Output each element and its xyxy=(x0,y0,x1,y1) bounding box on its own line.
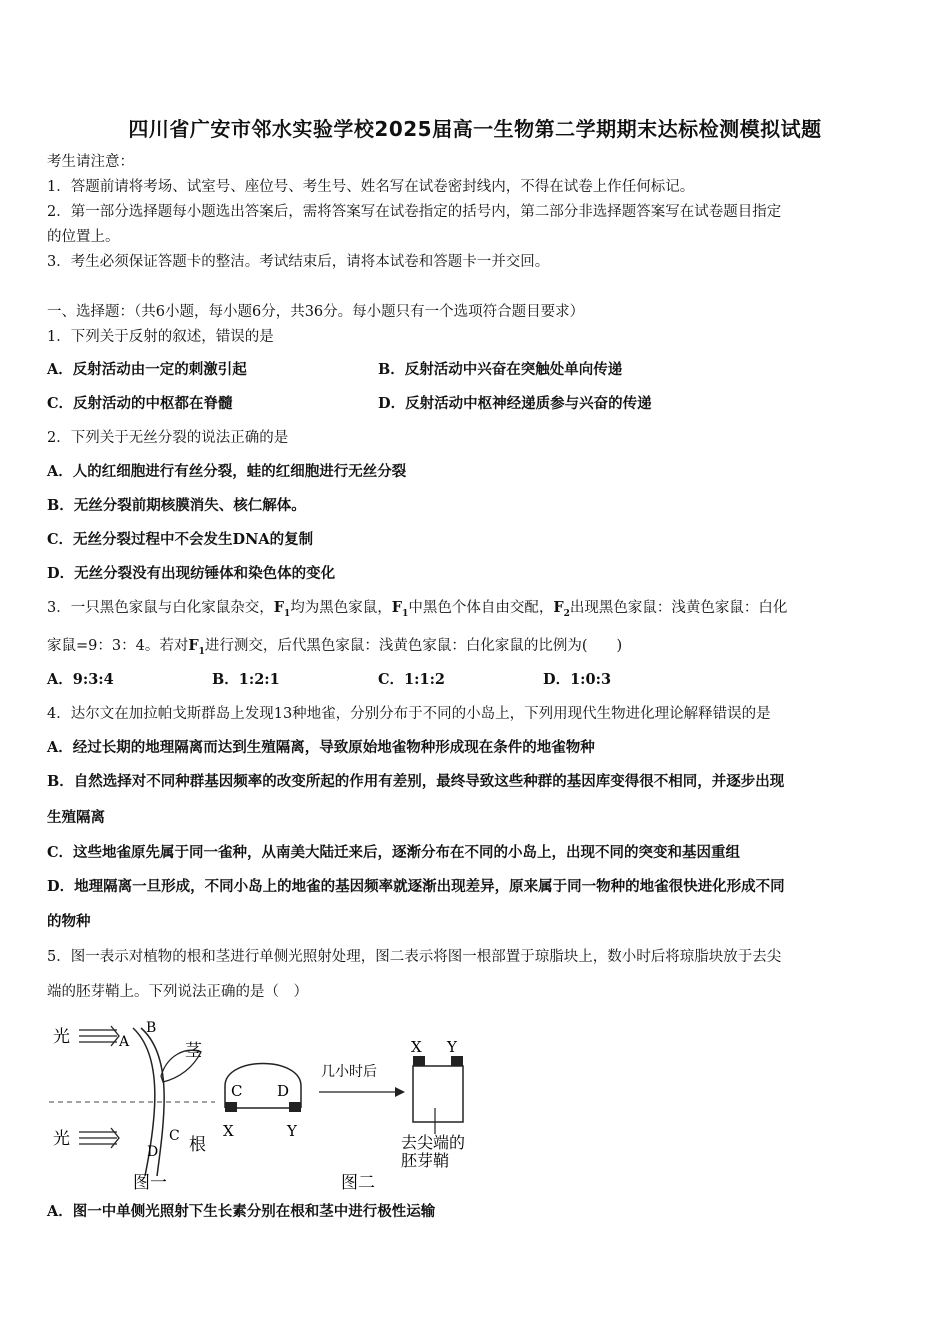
q3-option-d: D．1:0:3 xyxy=(543,671,612,688)
q2-option-b: B．无丝分裂前期核膜消失、核仁解体。 xyxy=(47,497,306,514)
svg-text:D: D xyxy=(147,1144,159,1160)
fig-coleoptile xyxy=(413,1066,463,1122)
fig-agar-x xyxy=(225,1102,237,1112)
q3-option-c: C．1:1:2 xyxy=(378,671,446,688)
fig-arrow-label: 几小时后 xyxy=(321,1064,377,1080)
notice-item-2: 2．第一部分选择题每小题选出答案后，需将答案写在试卷指定的括号内，第二部分非选择题答案写在试卷题目指定 xyxy=(47,204,782,220)
notice-item-1: 1．答题前请将考场、试室号、座位号、考生号、姓名写在试卷密封线内，不得在试卷上作任何标记。 xyxy=(47,179,695,195)
q3-stem-line2: 家鼠=9：3：4。若对$F_1$进行测交，后代黑色家鼠：浅黄色家鼠：白化家鼠的比例为( ) xyxy=(47,637,623,657)
section-heading: 一、选择题：（共6小题，每小题6分，共36分。每小题只有一个选项符合题目要求） xyxy=(47,304,585,320)
q1-option-b: B．反射活动中兴奋在突触处单向传递 xyxy=(378,361,623,378)
fig-light-top-arrows xyxy=(79,1026,119,1046)
svg-text:C: C xyxy=(231,1082,243,1100)
q5-option-a: A．图一中单侧光照射下生长素分别在根和茎中进行极性运输 xyxy=(47,1203,436,1220)
page-title: 四川省广安市邻水实验学校2025届高一生物第二学期期末达标检测模拟试题 xyxy=(128,117,822,141)
svg-text:Y: Y xyxy=(447,1038,457,1056)
q3-option-b: B．1:2:1 xyxy=(212,671,280,688)
q1-option-c: C．反射活动的中枢都在脊髓 xyxy=(47,395,233,412)
q2-stem: 2．下列关于无丝分裂的说法正确的是 xyxy=(47,430,289,446)
q1-stem: 1．下列关于反射的叙述，错误的是 xyxy=(47,329,274,345)
fig-agar-y xyxy=(289,1102,301,1112)
q5-stem-line2: 端的胚芽鞘上。下列说法正确的是（ ） xyxy=(47,984,308,1000)
svg-text:A: A xyxy=(119,1034,130,1050)
q2-option-d: D．无丝分裂没有出现纺锤体和染色体的变化 xyxy=(47,565,336,582)
notice-heading: 考生请注意： xyxy=(47,154,134,170)
q4-option-a: A．经过长期的地理隔离而达到生殖隔离，导致原始地雀物种形成现在条件的地雀物种 xyxy=(47,739,595,756)
fig1-caption: 图一 xyxy=(133,1173,167,1193)
q5-figure xyxy=(45,1016,525,1196)
fig2-caption: 图二 xyxy=(341,1173,375,1193)
fig-root-label: 根 xyxy=(189,1135,206,1155)
fig-light-bottom-arrows xyxy=(79,1128,119,1148)
q3-stem-line1: 3．一只黑色家鼠与白化家鼠杂交，$F_1$均为黑色家鼠，$F_1$中黑色个体自由交配，$F_2$出现黑色家鼠：浅黄色家鼠：白化 xyxy=(47,599,788,619)
q4-option-d-cont: 的物种 xyxy=(47,913,91,930)
q2-option-a: A．人的红细胞进行有丝分裂，蛙的红细胞进行无丝分裂 xyxy=(47,463,407,480)
fig-light-top-label: 光 xyxy=(53,1027,70,1047)
q4-option-b-cont: 生殖隔离 xyxy=(47,809,105,826)
fig-agar-x2 xyxy=(413,1056,425,1066)
q4-option-c: C．这些地雀原先属于同一雀种，从南美大陆迁来后，逐渐分布在不同的小岛上，出现不同的突变和基因重组 xyxy=(47,844,741,861)
q4-option-d: D．地理隔离一旦形成，不同小岛上的地雀的基因频率就逐渐出现差异，原来属于同一物种的地雀很快进化形成不同 xyxy=(47,878,785,895)
svg-text:C: C xyxy=(169,1128,180,1144)
fig-coleoptile-label-2: 胚芽鞘 xyxy=(401,1151,450,1170)
q1-option-a: A．反射活动由一定的刺激引起 xyxy=(47,361,247,378)
fig-light-bottom-label: 光 xyxy=(53,1129,70,1149)
svg-text:Y: Y xyxy=(287,1122,297,1140)
svg-text:X: X xyxy=(411,1038,422,1056)
q3-option-a: A．9:3:4 xyxy=(47,671,114,688)
fig-agar-y2 xyxy=(451,1056,463,1066)
notice-item-2-cont: 的位置上。 xyxy=(47,229,120,245)
q4-stem: 4．达尔文在加拉帕戈斯群岛上发现13种地雀，分别分布于不同的小岛上，下列用现代生物进化理论解释错误的是 xyxy=(47,706,771,722)
q1-option-d: D．反射活动中枢神经递质参与兴奋的传递 xyxy=(378,395,652,412)
svg-text:X: X xyxy=(223,1122,234,1140)
fig-stem-label: 茎 xyxy=(185,1041,202,1061)
notice-item-3: 3．考生必须保证答题卡的整洁。考试结束后，请将本试卷和答题卡一并交回。 xyxy=(47,254,550,270)
q4-option-b: B．自然选择对不同种群基因频率的改变所起的作用有差别，最终导致这些种群的基因库变得很不相同，并逐步出现 xyxy=(47,773,785,790)
q2-option-c: C．无丝分裂过程中不会发生DNA的复制 xyxy=(47,531,314,548)
svg-text:B: B xyxy=(146,1020,157,1036)
fig-coleoptile-label-1: 去尖端的 xyxy=(401,1133,466,1152)
svg-text:D: D xyxy=(277,1082,290,1100)
q5-stem-line1: 5．图一表示对植物的根和茎进行单侧光照射处理，图二表示将图一根部置于琼脂块上，数小时后将琼脂块放于去尖 xyxy=(47,949,782,965)
